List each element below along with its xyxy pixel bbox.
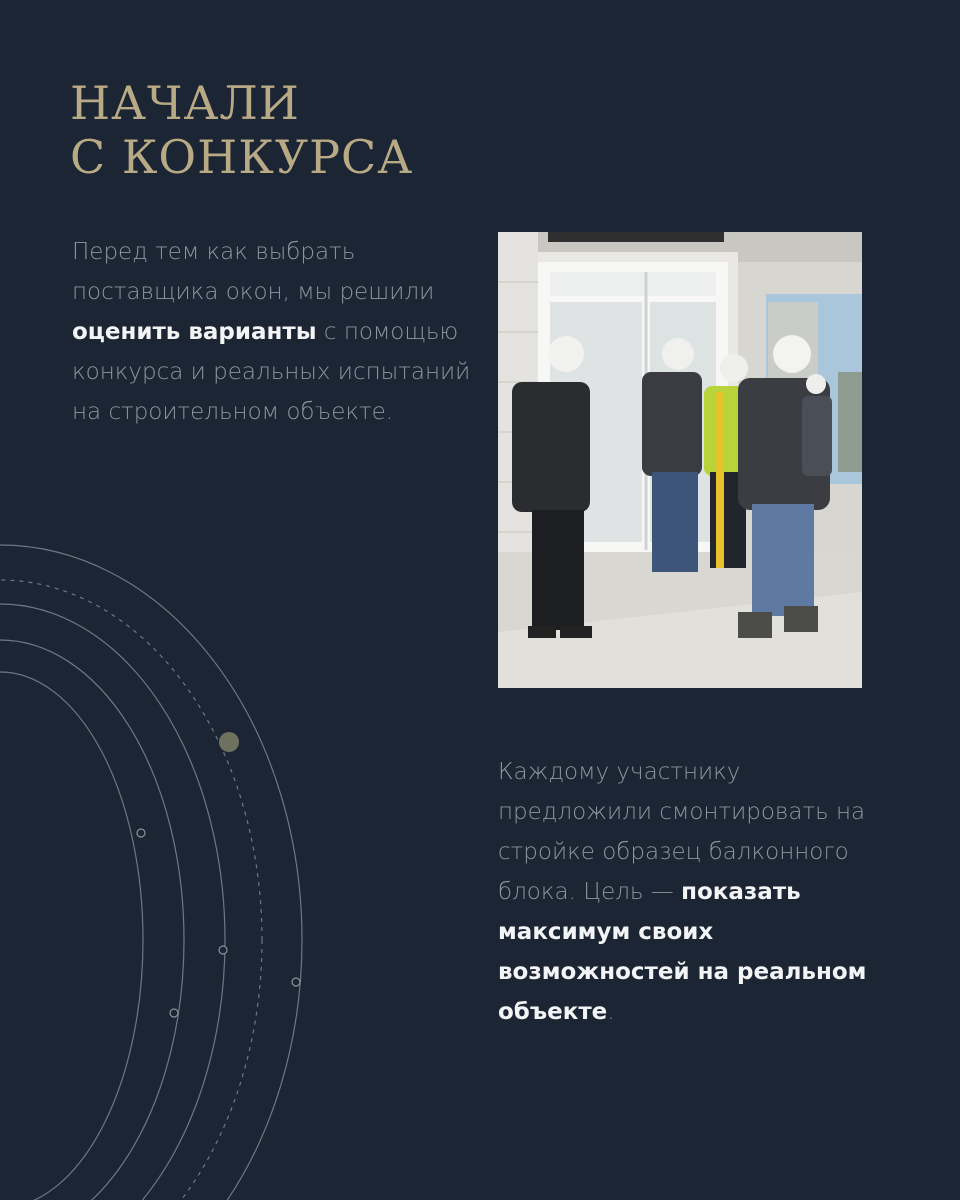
- orbit-node-4: [170, 1009, 178, 1017]
- details-paragraph: [498, 752, 878, 1032]
- details-text-start: Каждому участнику предложили смонтировать на стройке образец балконного блока. Цель —: [498, 759, 866, 905]
- orbit-node-3: [292, 978, 300, 986]
- orbit-node-1: [137, 829, 145, 837]
- page-title: [70, 76, 413, 184]
- orbit-middle: [0, 604, 225, 1200]
- title-line-1: НАЧАЛИ: [70, 76, 300, 130]
- intro-text-end: с помощью конкурса и реальных испытаний на строительном объекте.: [72, 319, 471, 425]
- orbit-innermost: [0, 672, 143, 1200]
- details-text-end: .: [607, 999, 615, 1025]
- decorative-orbits: [0, 520, 320, 1200]
- intro-paragraph: [72, 232, 472, 432]
- orbit-outer: [0, 545, 302, 1200]
- construction-site-photo: [498, 232, 862, 688]
- intro-highlight: оценить варианты: [72, 319, 317, 345]
- orbit-inner: [0, 640, 184, 1200]
- orbit-dot-large: [219, 732, 239, 752]
- title-line-2: С КОНКУРСА: [70, 130, 414, 184]
- details-highlight: показать максимум своих возможностей на реальном объекте: [498, 879, 867, 1025]
- intro-text-start: Перед тем как выбрать поставщика окон, мы решили: [72, 239, 435, 305]
- orbit-node-2: [219, 946, 227, 954]
